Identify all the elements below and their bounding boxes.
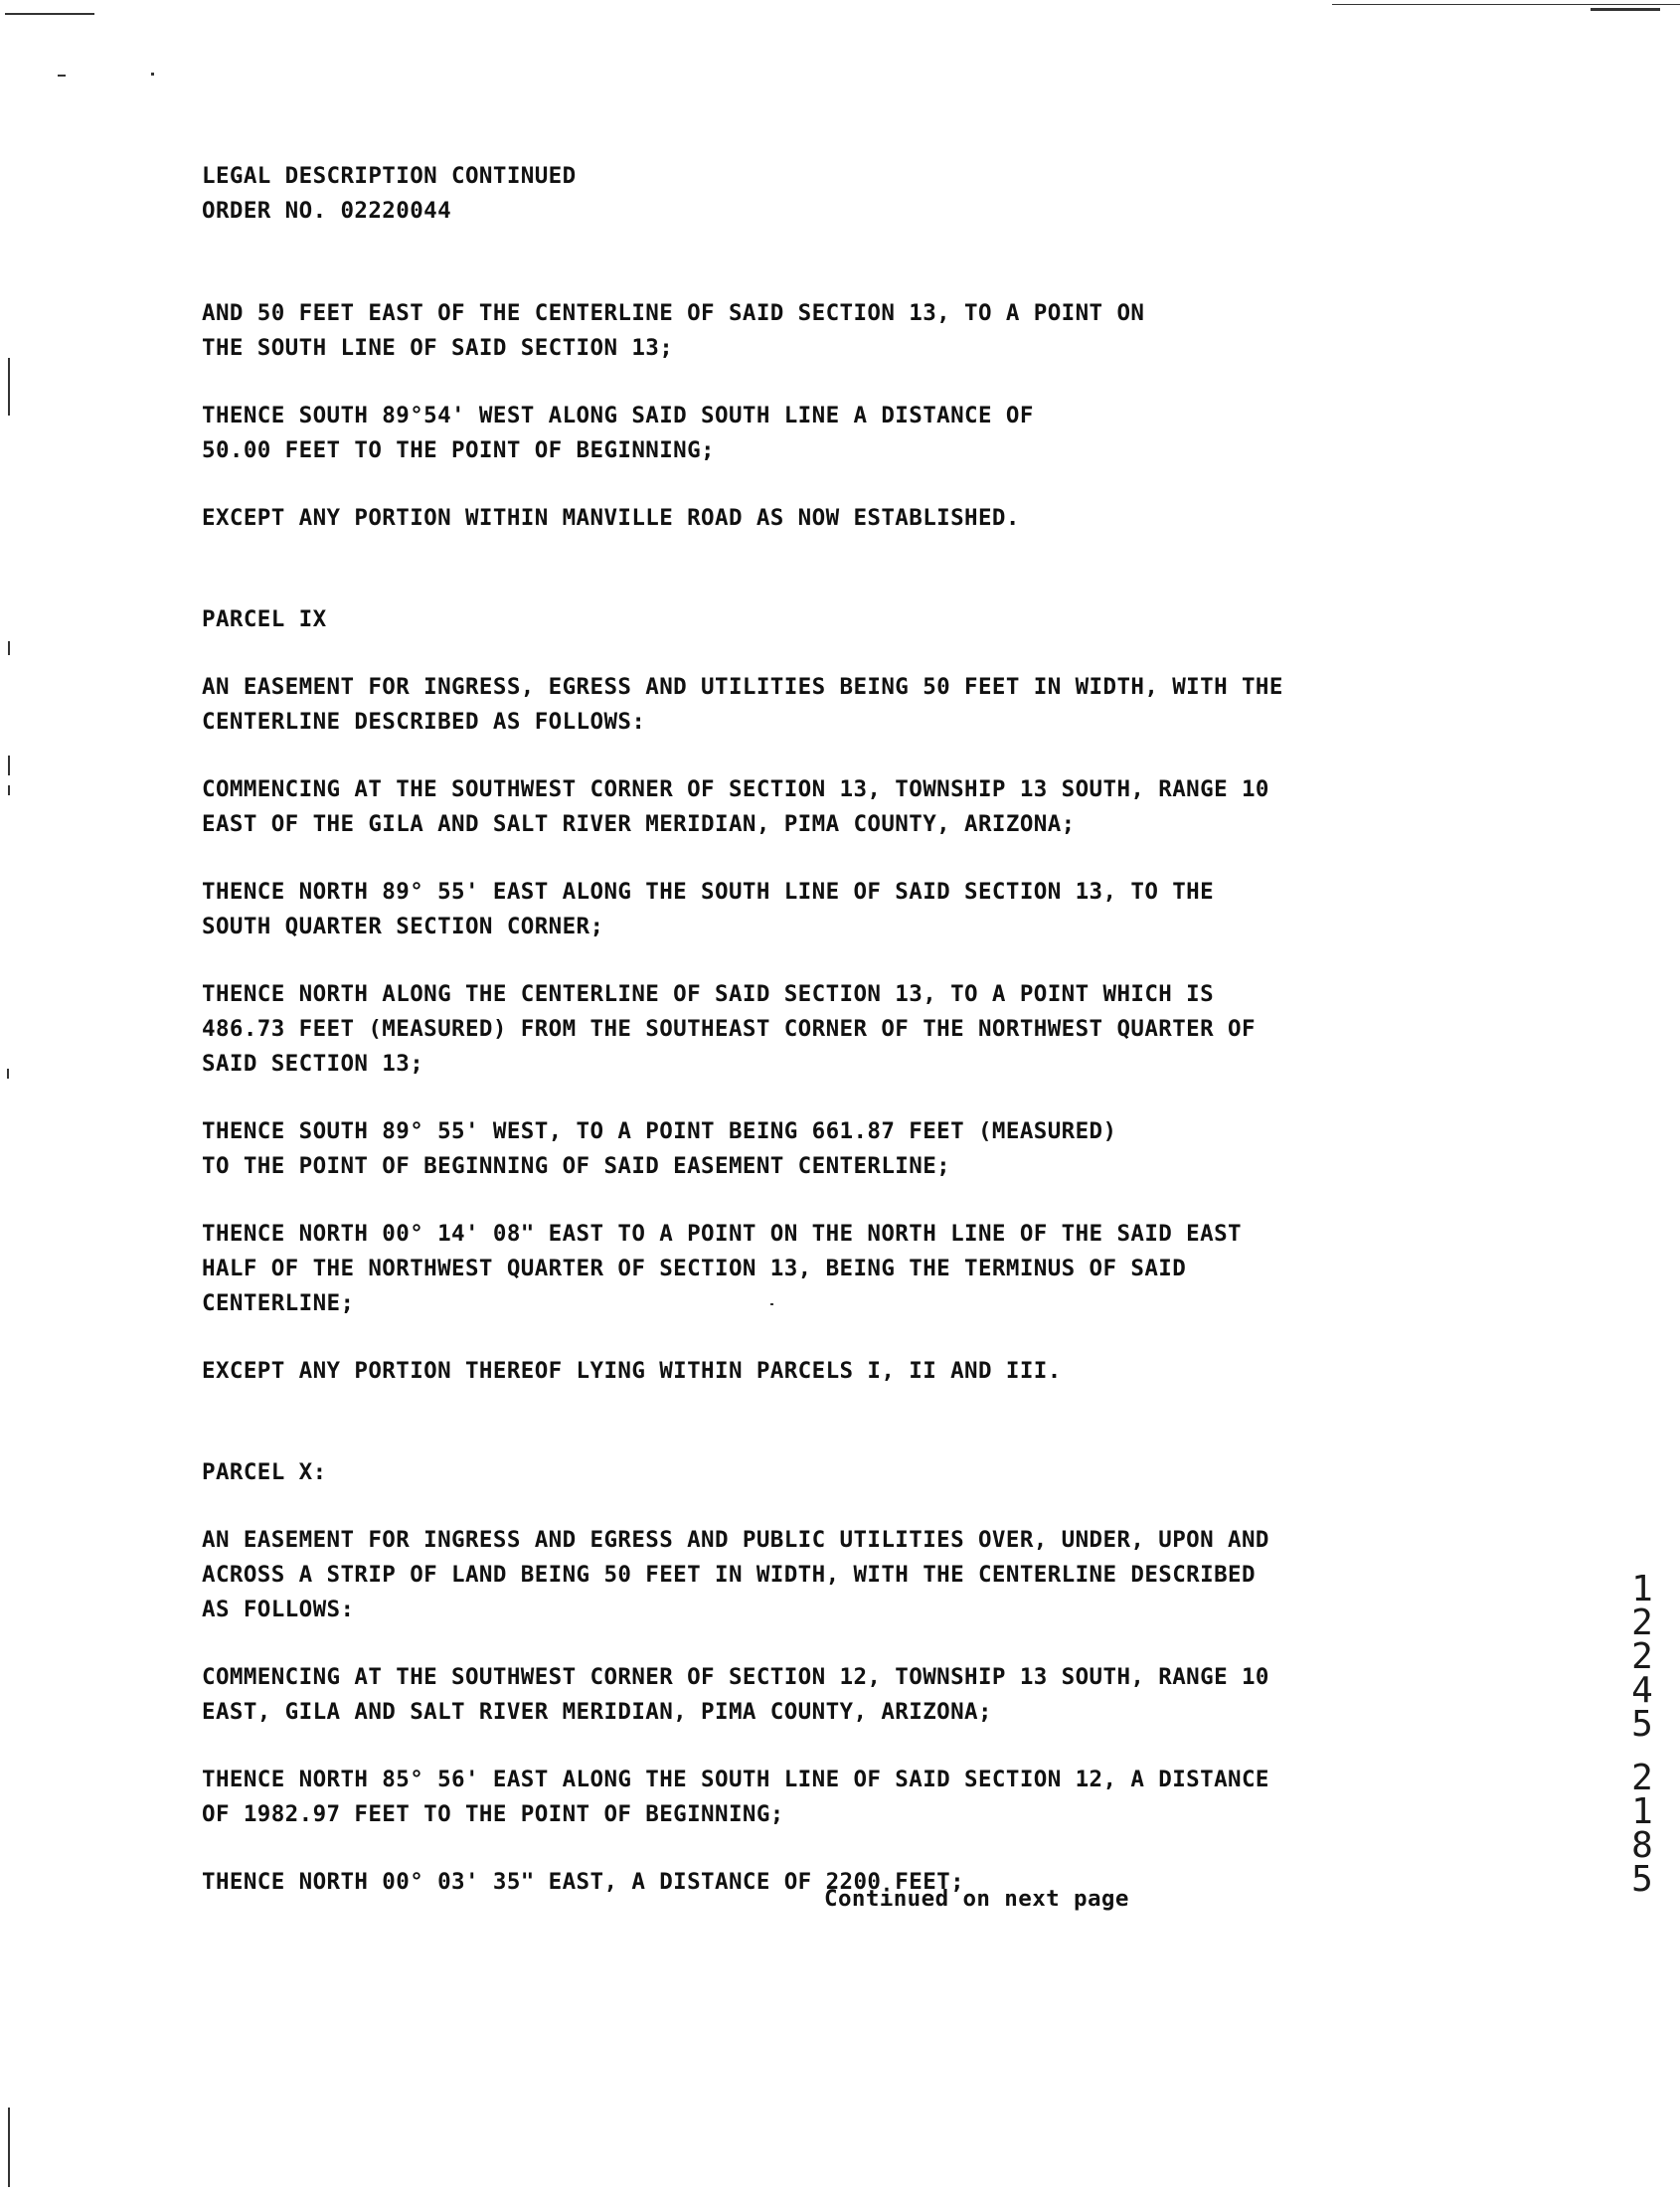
- text-line: EAST, GILA AND SALT RIVER MERIDIAN, PIMA COUNTY, ARIZONA;: [202, 1699, 992, 1725]
- stamp-digit: 8: [1631, 1825, 1653, 1866]
- text-line: THENCE NORTH 89° 55' EAST ALONG THE SOUTH LINE OF SAID SECTION 13, TO THE: [202, 879, 1215, 905]
- text-line: THENCE NORTH 00° 14' 08" EAST TO A POINT ON THE NORTH LINE OF THE SAID EAST: [202, 1221, 1242, 1247]
- text-line: AN EASEMENT FOR INGRESS, EGRESS AND UTILITIES BEING 50 FEET IN WIDTH, WITH THE: [202, 674, 1283, 700]
- paragraph: [202, 501, 1494, 536]
- scan-mark: [8, 358, 10, 416]
- scan-mark: [8, 2108, 10, 2187]
- parcel-heading: [202, 602, 1494, 637]
- paragraph: [202, 1523, 1494, 1627]
- scan-mark: [8, 641, 10, 655]
- scan-mark: [58, 75, 66, 77]
- paragraph: [202, 1217, 1494, 1321]
- legal-description-body: [202, 159, 1494, 1900]
- parcel-ix-heading: PARCEL IX: [202, 606, 327, 632]
- paragraph: [202, 875, 1494, 944]
- text-line: THENCE SOUTH 89°54' WEST ALONG SAID SOUTH LINE A DISTANCE OF: [202, 403, 1034, 428]
- text-line: COMMENCING AT THE SOUTHWEST CORNER OF SECTION 12, TOWNSHIP 13 SOUTH, RANGE 10: [202, 1664, 1269, 1690]
- paragraph: [202, 772, 1494, 842]
- text-line: THENCE NORTH ALONG THE CENTERLINE OF SAID SECTION 13, TO A POINT WHICH IS: [202, 981, 1215, 1007]
- text-line: 486.73 FEET (MEASURED) FROM THE SOUTHEAST CORNER OF THE NORTHWEST QUARTER OF: [202, 1016, 1256, 1042]
- paragraph: [202, 1114, 1494, 1184]
- parcel-heading: [202, 1455, 1494, 1490]
- stamp-digit: 5: [1631, 1704, 1653, 1745]
- continued-on-next-page: Continued on next page: [824, 1886, 1129, 1912]
- scan-mark: [8, 785, 10, 795]
- scan-mark: [1332, 4, 1680, 5]
- text-line: COMMENCING AT THE SOUTHWEST CORNER OF SECTION 13, TOWNSHIP 13 SOUTH, RANGE 10: [202, 776, 1269, 802]
- paragraph: [202, 296, 1494, 366]
- text-line: SAID SECTION 13;: [202, 1051, 424, 1077]
- scan-mark: [7, 1069, 9, 1079]
- text-line: EXCEPT ANY PORTION THEREOF LYING WITHIN PARCELS I, II AND III.: [202, 1358, 1062, 1384]
- text-line: EAST OF THE GILA AND SALT RIVER MERIDIAN, PIMA COUNTY, ARIZONA;: [202, 811, 1076, 837]
- text-line: OF 1982.97 FEET TO THE POINT OF BEGINNING;: [202, 1801, 784, 1827]
- paragraph: [202, 399, 1494, 468]
- text-line: AN EASEMENT FOR INGRESS AND EGRESS AND PUBLIC UTILITIES OVER, UNDER, UPON AND: [202, 1527, 1269, 1553]
- text-line: THENCE NORTH 00° 03' 35" EAST, A DISTANCE OF 2200 FEET;: [202, 1869, 965, 1895]
- stamp-digit: 1: [1631, 1569, 1653, 1609]
- stamp-digit: 1: [1631, 1791, 1653, 1832]
- stamp-digit: 2: [1631, 1758, 1653, 1798]
- text-line: SOUTH QUARTER SECTION CORNER;: [202, 914, 604, 939]
- paragraph: [202, 1354, 1494, 1389]
- order-number: ORDER NO. 02220044: [202, 198, 452, 224]
- text-line: AND 50 FEET EAST OF THE CENTERLINE OF SAID SECTION 13, TO A POINT ON: [202, 300, 1145, 326]
- scan-mark: [5, 13, 94, 15]
- recording-number-stamp: [1622, 1569, 1662, 1900]
- header-title: LEGAL DESCRIPTION CONTINUED: [202, 163, 577, 189]
- text-line: ACROSS A STRIP OF LAND BEING 50 FEET IN WIDTH, WITH THE CENTERLINE DESCRIBED: [202, 1562, 1256, 1588]
- stamp-digit: 5: [1631, 1859, 1653, 1900]
- stamp-digit: 2: [1631, 1603, 1653, 1643]
- text-line: CENTERLINE;: [202, 1290, 355, 1316]
- scan-mark: [8, 756, 10, 775]
- text-line: CENTERLINE DESCRIBED AS FOLLOWS:: [202, 709, 646, 735]
- text-line: TO THE POINT OF BEGINNING OF SAID EASEMENT CENTERLINE;: [202, 1153, 951, 1179]
- text-line: EXCEPT ANY PORTION WITHIN MANVILLE ROAD AS NOW ESTABLISHED.: [202, 505, 1020, 531]
- scan-mark: [151, 73, 154, 76]
- text-line: THENCE NORTH 85° 56' EAST ALONG THE SOUTH LINE OF SAID SECTION 12, A DISTANCE: [202, 1767, 1269, 1792]
- text-line: 50.00 FEET TO THE POINT OF BEGINNING;: [202, 437, 716, 463]
- parcel-x-heading: PARCEL X:: [202, 1459, 327, 1485]
- document-header: [202, 159, 1494, 229]
- scan-mark: [1591, 8, 1660, 11]
- text-line: THENCE SOUTH 89° 55' WEST, TO A POINT BEING 661.87 FEET (MEASURED): [202, 1118, 1117, 1144]
- paragraph: [202, 1660, 1494, 1730]
- stamp-digit: 4: [1631, 1670, 1653, 1711]
- paragraph: [202, 977, 1494, 1082]
- stamp-digit: 2: [1631, 1636, 1653, 1677]
- text-line: THE SOUTH LINE OF SAID SECTION 13;: [202, 335, 674, 361]
- text-line: AS FOLLOWS:: [202, 1597, 355, 1622]
- paragraph: [202, 1763, 1494, 1832]
- paragraph: [202, 670, 1494, 740]
- text-line: HALF OF THE NORTHWEST QUARTER OF SECTION 13, BEING THE TERMINUS OF SAID: [202, 1256, 1187, 1281]
